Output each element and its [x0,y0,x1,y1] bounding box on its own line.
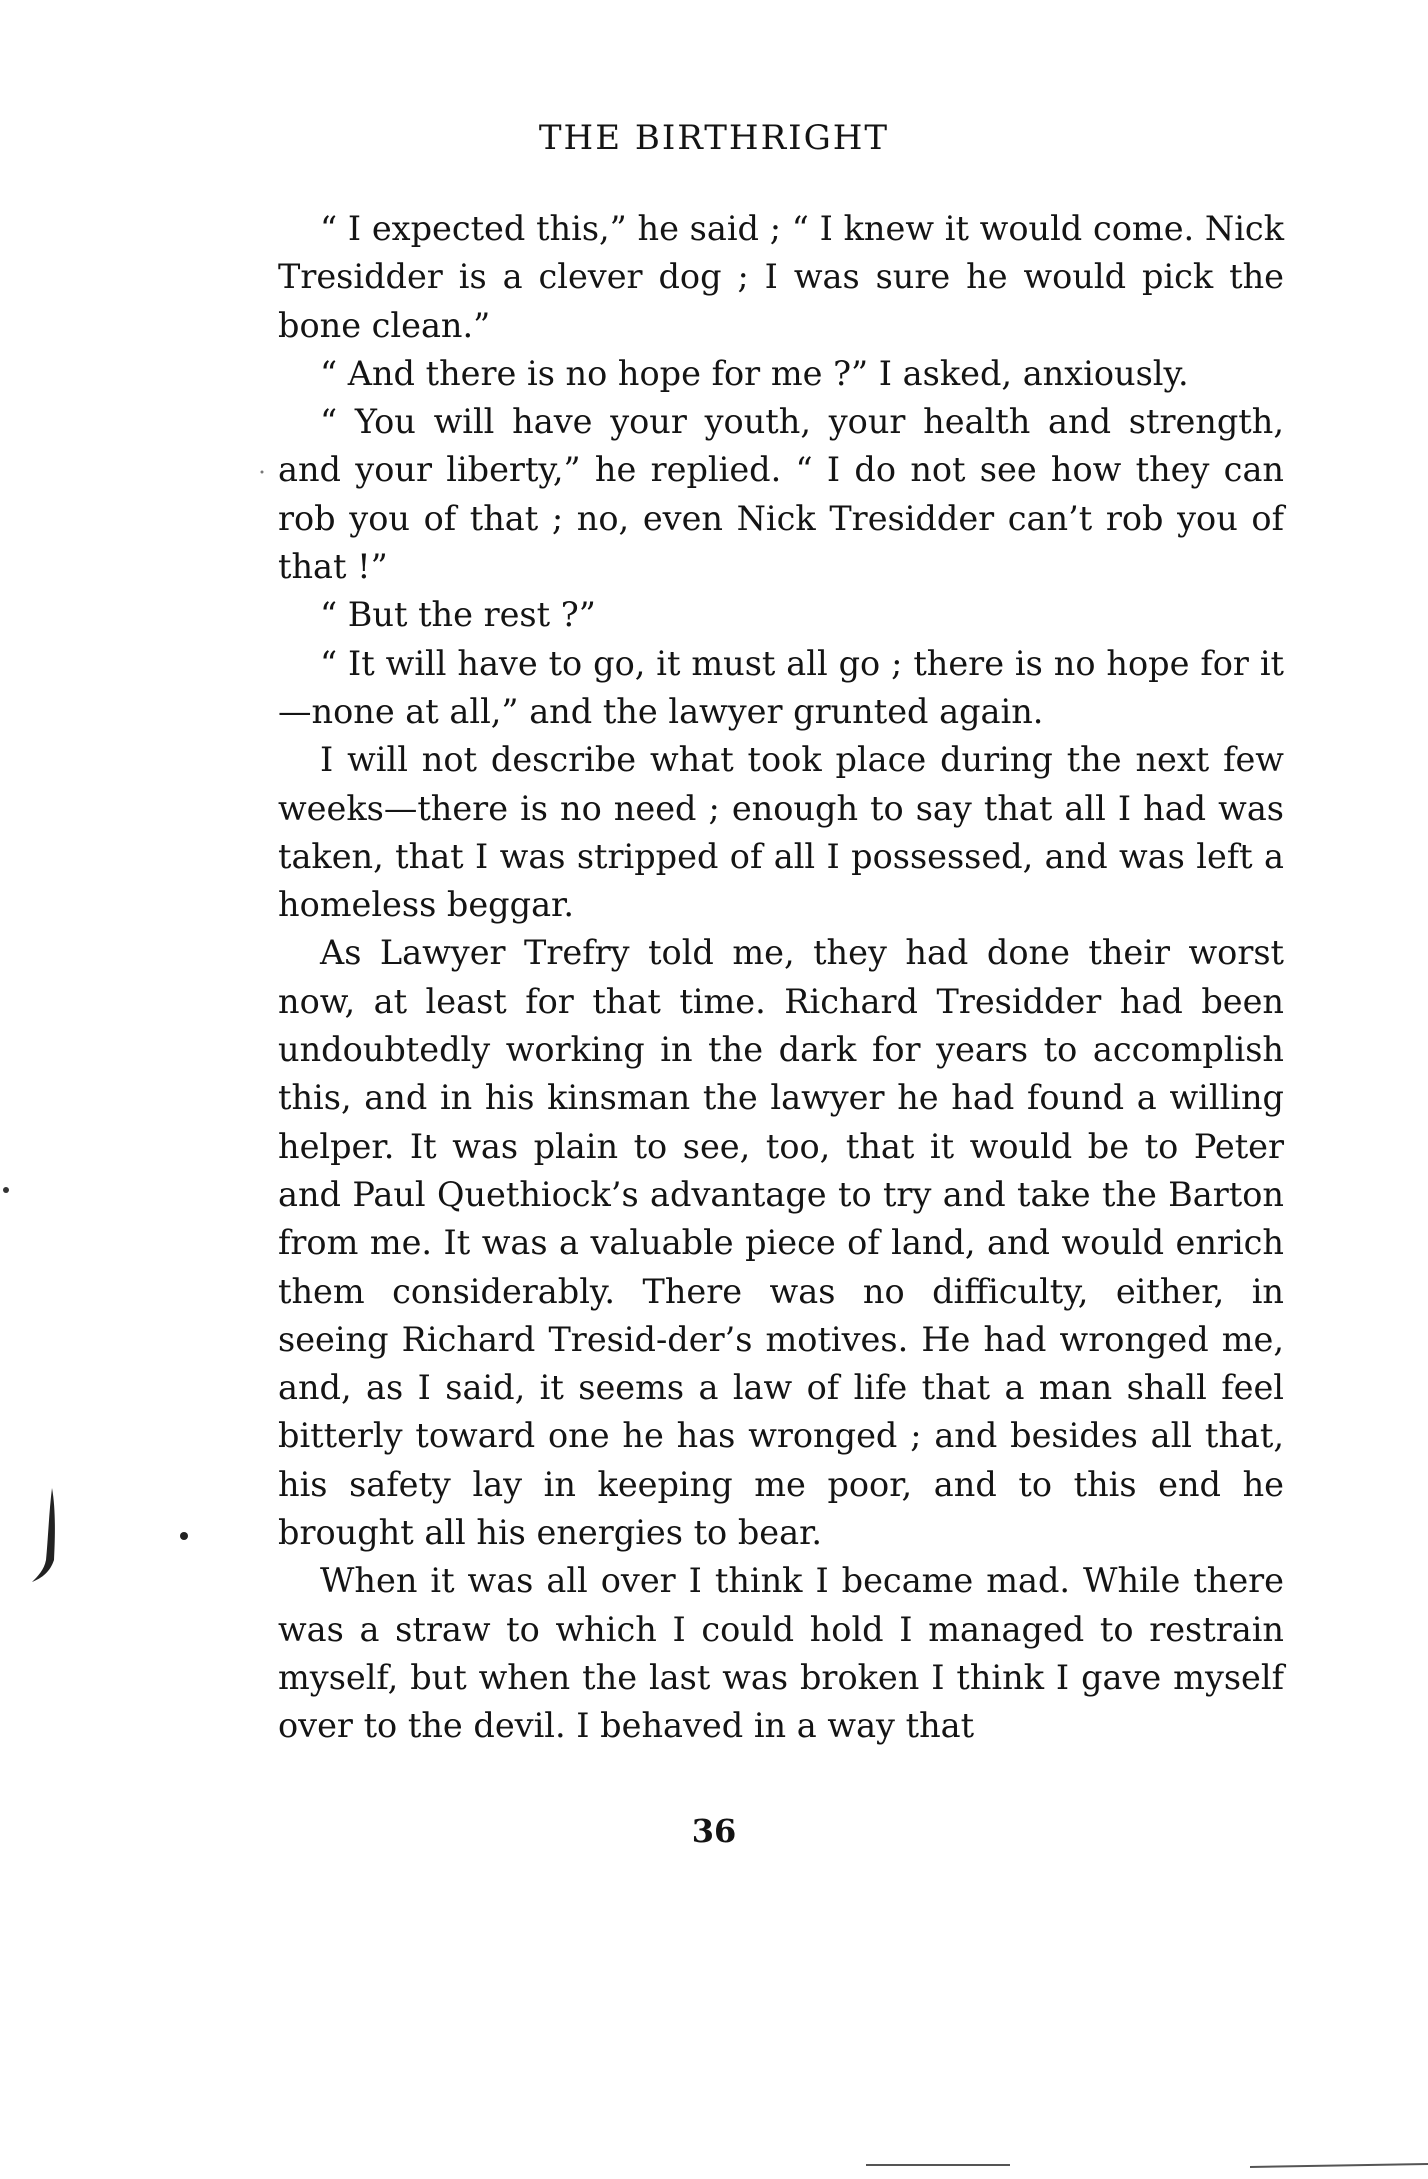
ink-dot-mark [3,1187,9,1193]
ink-blot-mark [32,1488,55,1582]
scan-streak-mark [1250,2164,1428,2167]
paragraph: When it was all over I think I became mad. While there was a straw to which I could hold I managed to restrain myself, but when the last was broken I think I gave myself over to the devil. I behaved in a way that [278,1561,1284,1746]
ink-dot-mark [261,471,264,474]
paragraph: “ You will have your youth, your health and strength, and your liberty,” he replied. “ I do not see how they can rob you of that ; no, even Nick Tresidder can’t rob you of that !” [278,402,1284,587]
running-head: THE BIRTHRIGHT [538,118,890,158]
paragraph: As Lawyer Trefry told me, they had done their worst now, at least for that time. Richard Tresidder had been undoubtedly working in the dark for years to accomplish this, and in his kinsman the lawyer he had found a willing helper. It was plain to see, too, that it would be to Peter and Paul Quethiock’s advantage to try and take the Barton from me. It was a valuable piece of land, and would enrich them considerably. There was no difficulty, either, in seeing Richard Tresid-der’s motives. He had wronged me, and, as I said, it seems a law of life that a man shall feel bitterly toward one he has wronged ; and besides all that, his safety lay in keeping me poor, and to this end he brought all his energies to bear. [278,933,1284,1553]
page-number: 36 [691,1812,737,1850]
paragraph: “ It will have to go, it must all go ; there is no hope for it—none at all,” and the lawyer grunted again. [278,643,1284,731]
paragraph: I will not describe what took place during the next few weeks—there is no need ; enough to say that all I had was taken, that I was stripped of all I possessed, and was left a homeless beggar. [278,740,1284,925]
paragraph: “ I expected this,” he said ; “ I knew it would come. Nick Tresidder is a clever dog ; I was sure he would pick the bone clean.” [278,209,1284,345]
ink-dot-mark [180,1532,188,1540]
paragraph: “ And there is no hope for me ?” I asked, anxiously. [320,353,1189,393]
paragraph: “ But the rest ?” [320,595,596,635]
